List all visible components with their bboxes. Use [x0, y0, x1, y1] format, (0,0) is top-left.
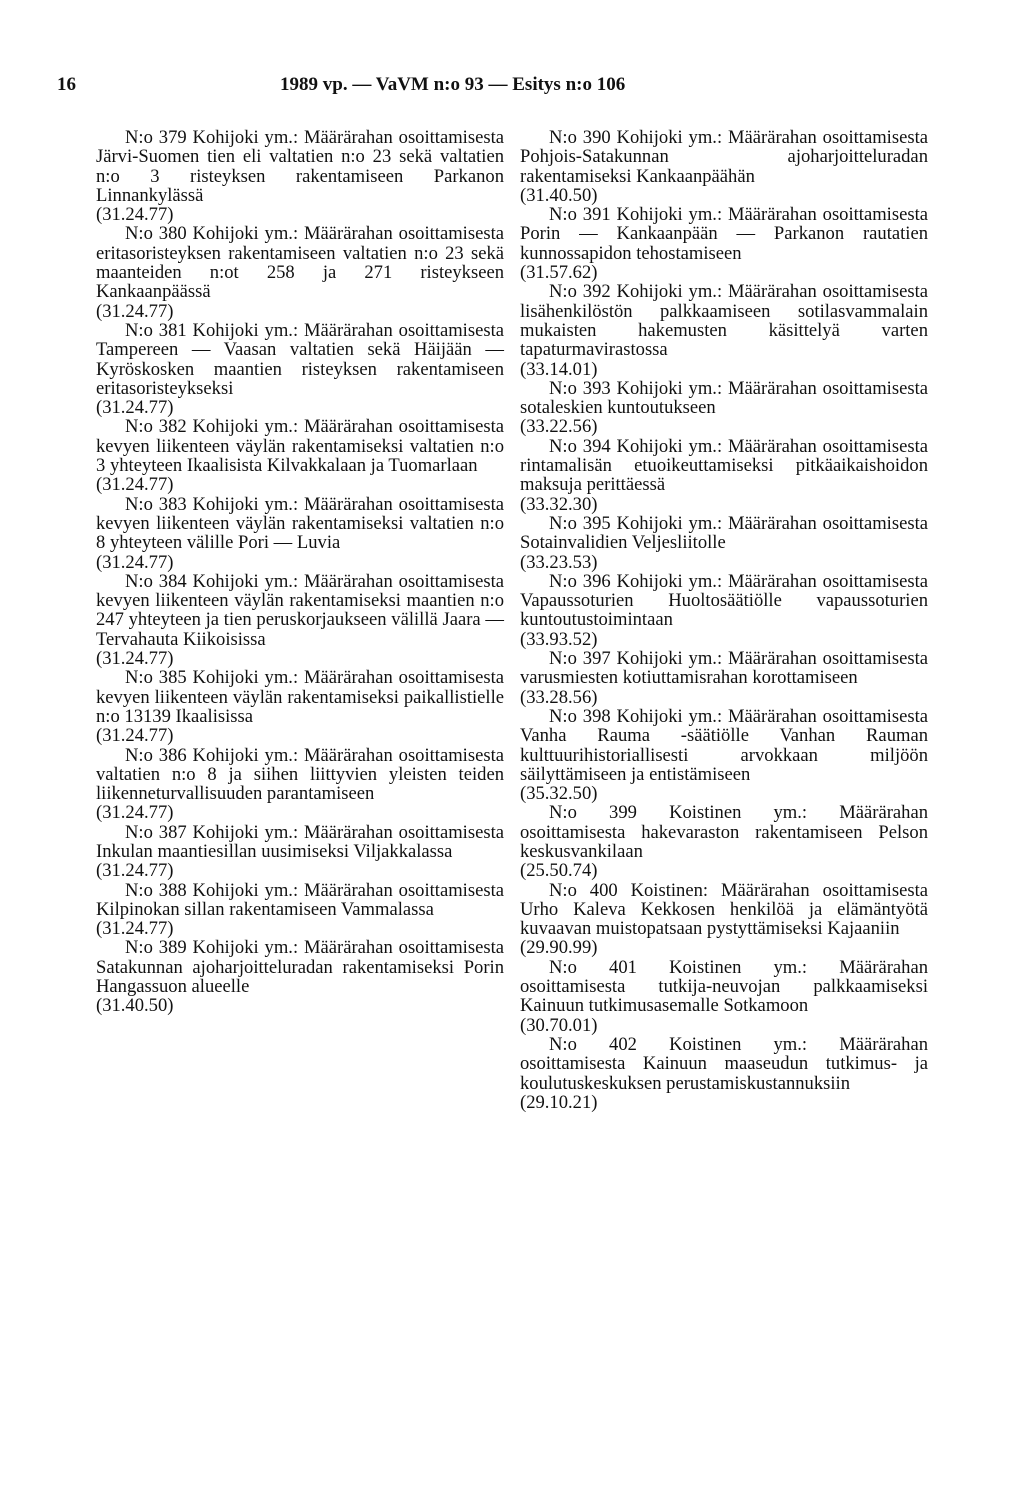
budget-item-code: (31.24.77): [96, 860, 174, 882]
budget-item-code: (29.90.99): [520, 937, 598, 959]
page-number: 16: [57, 74, 76, 95]
budget-item-code: (31.24.77): [96, 802, 174, 824]
motion-text: N:o 382 Kohijoki ym.: Määrärahan osoittamisesta kevyen liikenteen väylän rakentamiseksi valtatien n:o 3 yhteyteen Ikaalisista Kilvakkalaan ja Tuomarlaan: [96, 416, 504, 477]
budget-item-code: (30.70.01): [520, 1014, 598, 1036]
budget-item-code: (31.57.62): [520, 262, 598, 284]
budget-item-code: (31.24.77): [96, 725, 174, 747]
budget-item-code: (25.50.74): [520, 860, 598, 882]
budget-item-code: (35.32.50): [520, 783, 598, 805]
budget-item-code: (29.10.21): [520, 1091, 598, 1113]
motion-entry: [96, 668, 504, 745]
budget-item-code: (33.14.01): [520, 358, 598, 380]
budget-item-code: (33.28.56): [520, 686, 598, 708]
running-head: 1989 vp. — VaVM n:o 93 — Esitys n:o 106: [280, 74, 626, 95]
motion-text: N:o 387 Kohijoki ym.: Määrärahan osoittamisesta Inkulan maantiesillan uusimiseksi Viljakkalassa: [96, 821, 504, 862]
motion-entry: [96, 417, 504, 494]
motion-entry: [96, 128, 504, 224]
motion-entry: [520, 881, 928, 958]
motion-text: N:o 388 Kohijoki ym.: Määrärahan osoittamisesta Kilpinokan sillan rakentamiseen Vammalassa: [96, 879, 504, 920]
motion-text: N:o 397 Kohijoki ym.: Määrärahan osoittamisesta varusmiesten kotiuttamisrahan korottamiseen: [520, 648, 928, 689]
motion-entry: [520, 958, 928, 1035]
motion-entry: [96, 746, 504, 823]
budget-item-code: (31.24.77): [96, 204, 174, 226]
page-header: [57, 74, 967, 104]
motion-entry: [520, 803, 928, 880]
motion-text: N:o 383 Kohijoki ym.: Määrärahan osoittamisesta kevyen liikenteen väylän rakentamiseksi valtatien n:o 8 yhteyteen välille Pori — Luvia: [96, 493, 504, 554]
budget-item-code: (33.32.30): [520, 493, 598, 515]
motion-entry: [96, 823, 504, 881]
motion-entry: [520, 437, 928, 514]
motion-entry: [96, 572, 504, 668]
motion-entry: [520, 572, 928, 649]
motion-entry: [520, 649, 928, 707]
budget-item-code: (33.23.53): [520, 551, 598, 573]
motion-text: N:o 395 Kohijoki ym.: Määrärahan osoittamisesta Sotainvalidien Veljesliitolle: [520, 512, 928, 554]
left-column: [96, 128, 504, 1016]
budget-item-code: (31.24.77): [96, 918, 174, 940]
motion-text: N:o 401 Koistinen ym.: Määrärahan osoittamisesta tutkija-neuvojan palkkaamiseksi Kainuun tutkimusasemalle Sotkamoon: [520, 956, 928, 1017]
motion-entry: [96, 495, 504, 572]
motion-text: N:o 381 Kohijoki ym.: Määrärahan osoittamisesta Tampereen — Vaasan valtatien sekä Häijään — Kyröskosken maantien risteyksen rakentamiseen eritasoristeykseksi: [96, 319, 504, 399]
budget-item-code: (33.93.52): [520, 628, 598, 650]
budget-item-code: (31.24.77): [96, 300, 174, 322]
budget-item-code: (31.40.50): [96, 995, 174, 1017]
motion-entry: [520, 128, 928, 205]
motion-text: N:o 399 Koistinen ym.: Määrärahan osoittamisesta hakevaraston rakentamiseen Pelson keskusvankilaan: [520, 802, 928, 862]
motion-text: N:o 402 Koistinen ym.: Määrärahan osoittamisesta Kainuun maaseudun tutkimus- ja koulutuskeskuksen perustamiskustannuksiin: [520, 1033, 928, 1094]
budget-item-code: (31.24.77): [96, 397, 174, 419]
budget-item-code: (31.24.77): [96, 551, 174, 573]
budget-item-code: (31.24.77): [96, 474, 174, 496]
motion-text: N:o 393 Kohijoki ym.: Määrärahan osoittamisesta sotaleskien kuntoutukseen: [520, 377, 928, 419]
motion-text: N:o 385 Kohijoki ym.: Määrärahan osoittamisesta kevyen liikenteen väylän rakentamiseksi paikallistielle n:o 13139 Ikaalisissa: [96, 667, 504, 727]
motion-entry: [96, 881, 504, 939]
motion-entry: [96, 224, 504, 320]
motion-text: N:o 391 Kohijoki ym.: Määrärahan osoittamisesta Porin — Kankaanpään — Parkanon rautatien kunnossapidon tehostamiseen: [520, 204, 928, 264]
motion-entry: [96, 938, 504, 1015]
motion-text: N:o 389 Kohijoki ym.: Määrärahan osoittamisesta Satakunnan ajoharjoitteluradan rakentamiseksi Porin Hangassuon alueelle: [96, 937, 504, 998]
budget-item-code: (31.24.77): [96, 648, 174, 670]
motion-entry: [520, 379, 928, 437]
motion-text: N:o 392 Kohijoki ym.: Määrärahan osoittamisesta lisähenkilöstön palkkaamiseen sotilasvammalain mukaisten hakemusten käsittelyä varten tapaturmavirastossa: [520, 281, 928, 361]
motion-text: N:o 384 Kohijoki ym.: Määrärahan osoittamisesta kevyen liikenteen väylän rakentamiseksi maantien n:o 247 yhteyteen ja tien peruskorjaukseen välillä Jaara — Tervahauta Kiikoisissa: [96, 570, 504, 650]
motion-text: N:o 380 Kohijoki ym.: Määrärahan osoittamisesta eritasoristeyksen rakentamiseen valtatien n:o 23 sekä maanteiden n:ot 258 ja 271 risteykseen Kankaanpäässä: [96, 223, 504, 303]
motion-text: N:o 390 Kohijoki ym.: Määrärahan osoittamisesta Pohjois-Satakunnan ajoharjoitteluradan rakentamiseksi Kankaanpäähän: [520, 127, 928, 187]
motion-entry: [520, 514, 928, 572]
motion-entry: [520, 1035, 928, 1112]
motion-text: N:o 379 Kohijoki ym.: Määrärahan osoittamisesta Järvi-Suomen tien eli valtatien n:o 23 sekä valtatien n:o 3 risteyksen rakentamiseen Parkanon Linnankylässä: [96, 127, 504, 206]
motion-text: N:o 386 Kohijoki ym.: Määrärahan osoittamisesta valtatien n:o 8 ja siihen liittyvien yleisten teiden liikenneturvallisuuden parantamiseen: [96, 744, 504, 805]
budget-item-code: (31.40.50): [520, 184, 598, 206]
right-column: [520, 128, 928, 1112]
motion-entry: [520, 205, 928, 282]
motion-text: N:o 398 Kohijoki ym.: Määrärahan osoittamisesta Vanha Rauma -säätiölle Vanhan Rauman kulttuurihistoriallisesti arvokkaan miljöön säilyttämiseen ja entistämiseen: [520, 705, 928, 785]
motion-entry: [520, 282, 928, 378]
motion-entry: [96, 321, 504, 417]
motion-entry: [520, 707, 928, 803]
motion-text: N:o 396 Kohijoki ym.: Määrärahan osoittamisesta Vapaussoturien Huoltosäätiölle vapaussoturien kuntoutustoimintaan: [520, 570, 928, 631]
motion-text: N:o 400 Koistinen: Määrärahan osoittamisesta Urho Kaleva Kekkosen henkilöä ja elämäntyötä kuvaavan muistopatsaan pystyttämiseksi Kajaaniin: [520, 879, 928, 940]
budget-item-code: (33.22.56): [520, 416, 598, 438]
motion-text: N:o 394 Kohijoki ym.: Määrärahan osoittamisesta rintamalisän etuoikeuttamiseksi pitkäaikaishoidon maksuja perittäessä: [520, 435, 928, 496]
